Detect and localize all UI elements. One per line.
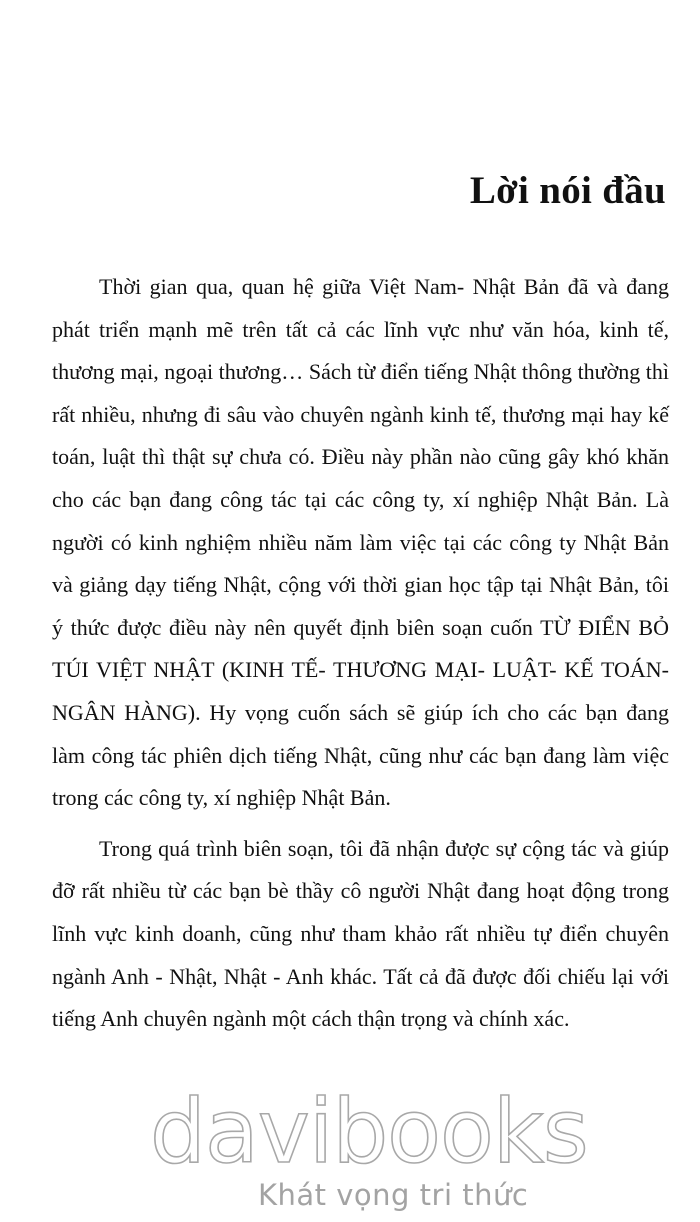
paragraph-2: Trong quá trình biên soạn, tôi đã nhận được sự cộng tác và giúp đỡ rất nhiều từ các bạn bè thầy cô người Nhật đang hoạt động trong lĩnh vực kinh doanh, cũng như tham khảo rất nhiều tự điển chuyên ngành Anh - Nhật, Nhật - Anh khác. Tất cả đã được đối chiếu lại với tiếng Anh chuyên ngành một cách thận trọng và chính xác. [52, 835, 669, 1032]
watermark [150, 1080, 588, 1222]
watermark-brand: davibooks [150, 1080, 588, 1183]
paragraph-1: Thời gian qua, quan hệ giữa Việt Nam- Nhật Bản đã và đang phát triển mạnh mẽ trên tất cả các lĩnh vực như văn hóa, kinh tế, thương mại, ngoại thương… Sách từ điển tiếng Nhật thông thường thì rất nhiều, nhưng đi sâu vào chuyên ngành kinh tế, thương mại hay kế toán, luật thì thật sự chưa có. Điều này phần nào cũng gây khó khăn cho các bạn đang công tác tại các công ty, xí nghiệp Nhật Bản. Là người có kinh nghiệm nhiều năm làm việc tại các công ty Nhật Bản và giảng dạy tiếng Nhật, cộng với thời gian học tập tại Nhật Bản, tôi ý thức được điều này nên quyết định biên soạn cuốn TỪ ĐIỂN BỎ TÚI VIỆT NHẬT (KINH TẾ- THƯƠNG MẠI- LUẬT- KẾ TOÁN- NGÂN HÀNG). Hy vọng cuốn sách sẽ giúp ích cho các bạn đang làm công tác phiên dịch tiếng Nhật, cũng như các bạn đang làm việc trong các công ty, xí nghiệp Nhật Bản. [52, 274, 669, 811]
page-title: Lời nói đầu [469, 169, 666, 212]
watermark-slogan: Khát vọng tri thức [258, 1178, 529, 1212]
preface-body [52, 266, 669, 1041]
